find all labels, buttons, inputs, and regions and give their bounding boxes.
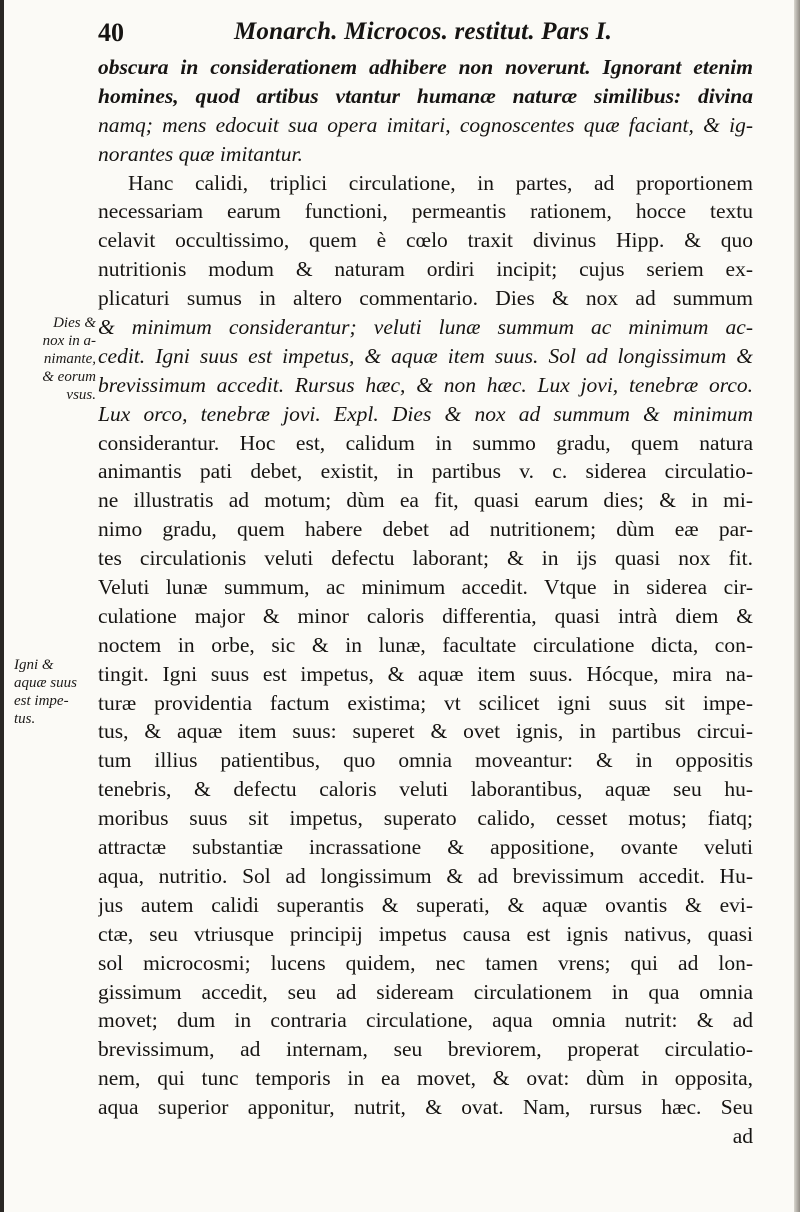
margin-note-line: est impe-: [14, 693, 69, 709]
page-header: [98, 14, 748, 54]
text-line: brevissimum accedit. Rursus hæc, & non hæc. Lux jovi, tenebræ orco.: [98, 372, 753, 397]
text-line: noctem in orbe, sic & in lunæ, facultate circulatione dicta, con-: [98, 632, 753, 657]
text-line: & minimum considerantur; veluti lunæ summum ac minimum ac-: [98, 315, 753, 340]
text-line: cedit. Igni suus est impetus, & aquæ item suus. Sol ad longissimum &: [98, 343, 753, 368]
text-line: considerantur. Hoc est, calidum in summo gradu, quem natura: [98, 430, 753, 455]
text-line: obscura in considerationem adhibere non noverunt. Ignorant etenim: [98, 55, 753, 79]
text-line: animantis pati debet, existit, in partibus v. c. siderea circulatio-: [98, 459, 753, 484]
text-line: nem, qui tunc temporis in ea movet, & ovat: dùm in opposita,: [98, 1066, 753, 1091]
text-line: nutritionis modum & naturam ordiri incipit; cujus seriem ex-: [98, 257, 753, 282]
text-line: sol microcosmi; lucens quidem, nec tamen vrens; qui ad lon-: [98, 950, 753, 975]
text-line: nimo gradu, quem habere debet ad nutritionem; dùm eæ par-: [98, 517, 753, 542]
text-line: necessariam earum functioni, permeantis rationem, hocce textu: [98, 199, 753, 224]
margin-note-line: tus.: [14, 711, 36, 727]
catchword: ad: [732, 1123, 753, 1148]
margin-note-line: & eorum: [42, 369, 96, 385]
text-line: Veluti lunæ summum, ac minimum accedit. Vtque in siderea cir-: [98, 575, 753, 600]
page-number: 40: [98, 18, 124, 47]
running-head: Monarch. Microcos. restitut. Pars I.: [234, 18, 613, 45]
text-line: brevissimum, ad internam, seu breviorem, properat circulatio-: [98, 1037, 753, 1062]
text-line: Lux orco, tenebræ jovi. Expl. Dies & nox ad summum & minimum: [98, 401, 753, 426]
text-line: turæ providentia factum existima; vt scilicet igni suus sit impe-: [98, 690, 753, 715]
text-line: aqua, nutritio. Sol ad longissimum & ad brevissimum accedit. Hu-: [98, 863, 753, 888]
text-line: jus autem calidi superantis & superati, & aquæ ovantis & evi-: [98, 892, 753, 917]
text-line: gissimum accedit, seu ad sideream circulationem in qua omnia: [98, 979, 753, 1004]
text-line: tus, & aquæ item suus: superet & ovet ignis, in partibus circui-: [98, 719, 753, 744]
text-line: tes circulationis veluti defectu laborant; & in ijs quasi nox fit.: [98, 546, 753, 571]
text-line: tenebris, & defectu caloris veluti laborantibus, aquæ seu hu-: [98, 777, 753, 802]
text-line: tingit. Igni suus est impetus, & aquæ item suus. Hócque, mira na-: [98, 661, 753, 686]
text-line: namq; mens edocuit sua opera imitari, cognoscentes quæ faciant, & ig-: [98, 112, 753, 137]
margin-note-dies-nox: [14, 314, 96, 404]
margin-note-line: nimante,: [43, 351, 96, 367]
text-line: celavit occultissimo, quem è cœlo traxit divinus Hipp. & quo: [98, 228, 753, 253]
margin-note-igni-aqua: [14, 656, 96, 728]
text-line: aqua superior apponitur, nutrit, & ovat. Nam, rursus hæc. Seu: [98, 1095, 753, 1120]
text-line: ne illustratis ad motum; dùm ea fit, quasi earum dies; & in mi-: [98, 488, 753, 513]
text-line: culatione major & minor caloris differentia, quasi intrà diem &: [98, 603, 753, 628]
text-line: plicaturi sumus in altero commentario. Dies & nox ad summum: [98, 286, 753, 311]
text-line: ctæ, seu vtriusque principij impetus causa est ignis nativus, quasi: [98, 921, 753, 946]
margin-note-line: Igni &: [14, 657, 54, 673]
text-line: attractæ substantiæ incrassatione & appositione, ovante veluti: [98, 835, 753, 860]
body-text: [98, 53, 753, 1151]
margin-note-line: nox in a-: [42, 333, 96, 349]
page-right-edge: [794, 0, 800, 1212]
text-line: movet; dum in contraria circulatione, aqua omnia nutrit: & ad: [98, 1008, 753, 1033]
text-line: norantes quæ imitantur.: [98, 141, 303, 166]
text-line: homines, quod artibus vtantur humanæ naturæ similibus: divina: [98, 83, 753, 108]
margin-note-line: Dies &: [53, 315, 96, 331]
text-line: tum illius patientibus, quo omnia moveantur: & in oppositis: [98, 748, 753, 773]
margin-note-line: aquæ suus: [14, 675, 77, 691]
margin-note-line: vsus.: [66, 387, 96, 403]
text-line: Hanc calidi, triplici circulatione, in partes, ad proportionem: [128, 170, 753, 195]
page-left-edge: [0, 0, 4, 1212]
text-line: moribus suus sit impetus, superato calido, cesset motus; fiatq;: [98, 806, 753, 831]
